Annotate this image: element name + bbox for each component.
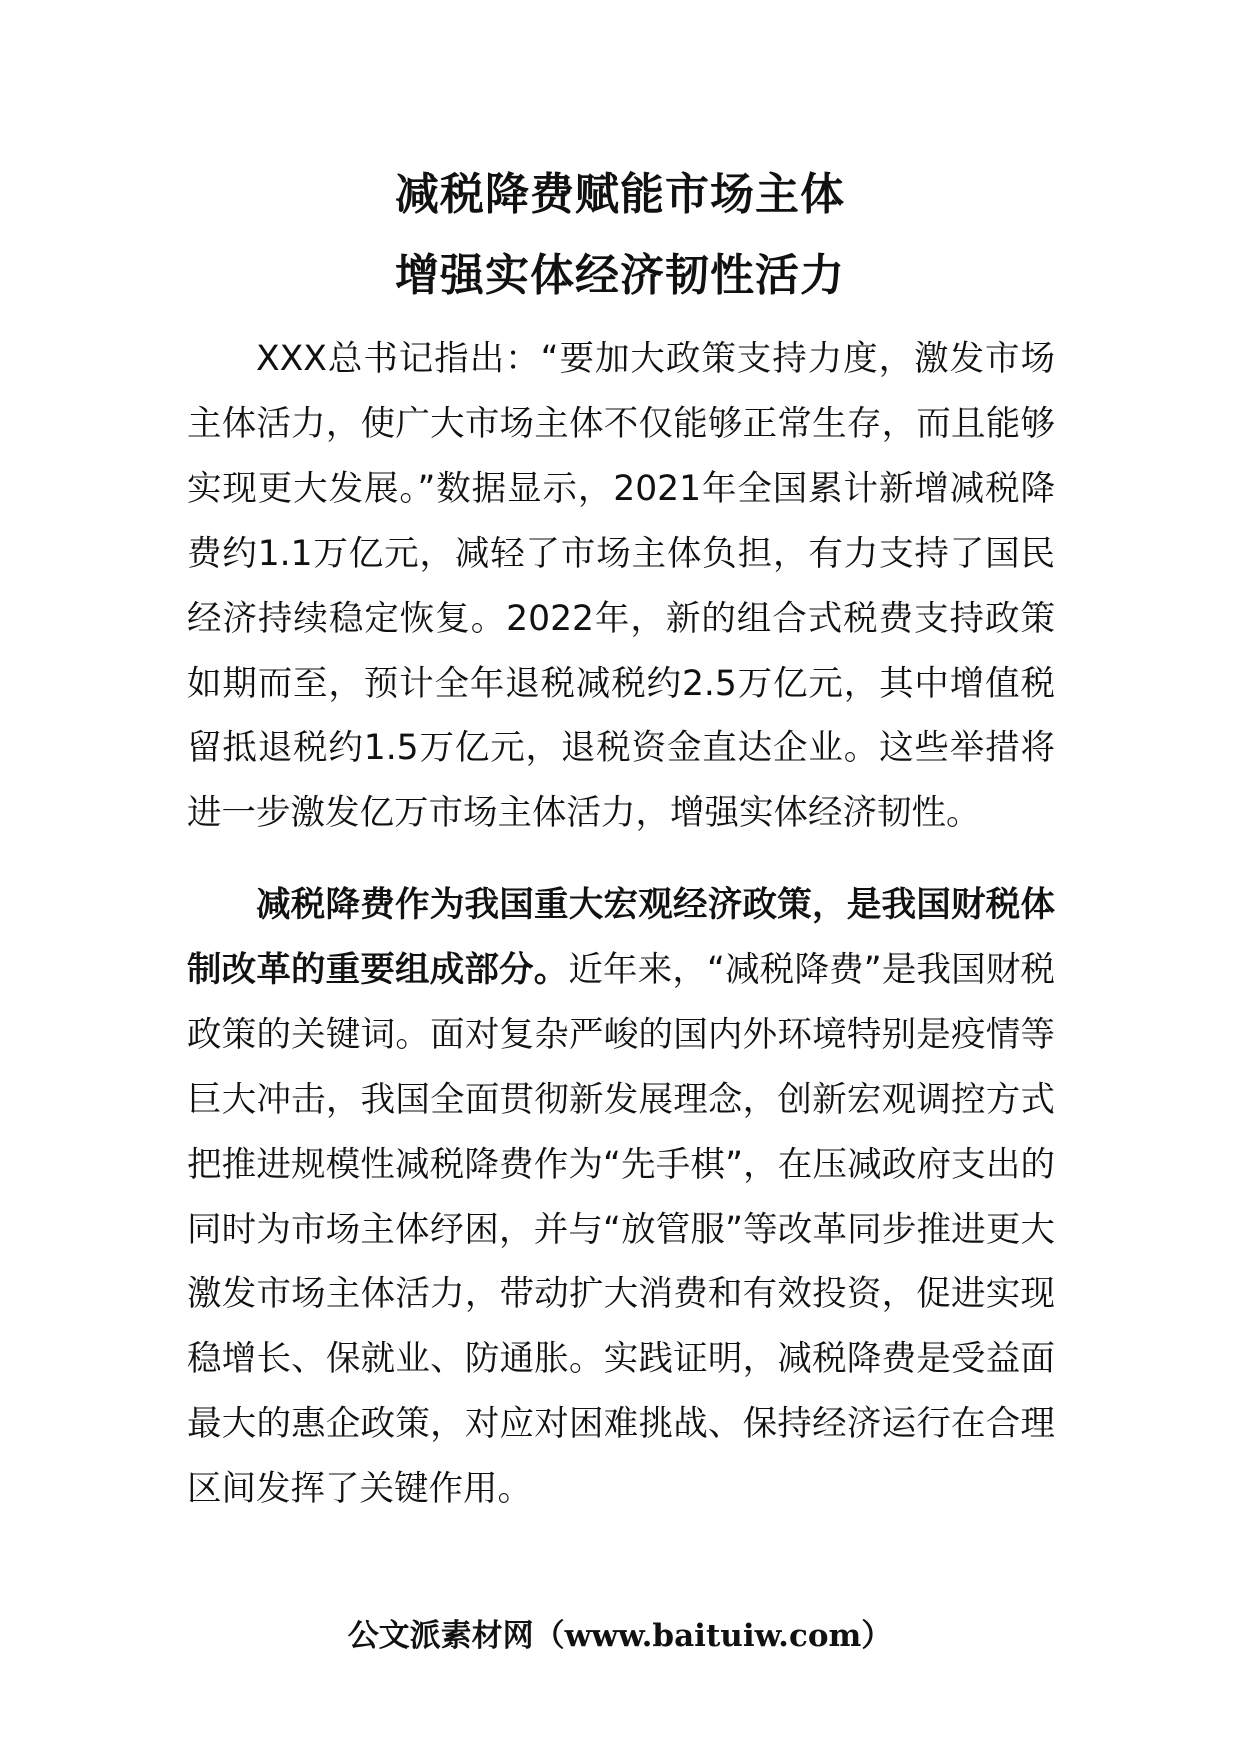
paragraph-2 bbox=[187, 873, 1055, 1522]
source-footer: 公文派素材网（www.baituiw.com） bbox=[347, 1618, 893, 1654]
document-title-line-2: 增强实体经济韧性活力 bbox=[395, 250, 845, 301]
paragraph-2-lead: 减税降费作为我国重大宏观经济政策，是我国财税体制改革的重要组成部分。 bbox=[187, 885, 1055, 990]
document-title-line-1: 减税降费赋能市场主体 bbox=[395, 169, 845, 220]
paragraph-2-rest: 近年来，“减税降费”是我国财税政策的关键词。面对复杂严峻的国内外环境特别是疫情等巨大冲击，我国全面贯彻新发展理念，创新宏观调控方式把推进规模性减税降费作为“先手棋”，在压减政府支出的同时为市场主体纾困，并与“放管服”等改革同步推进更大激发市场主体活力，带动扩大消费和有效投资，促进实现稳增长、保就业、防通胀。实践证明，减税降费是受益面最大的惠企政策，对应对困难挑战、保持经济运行在合理区间发挥了关键作用。 bbox=[187, 949, 1055, 1510]
paragraph-1: XXX总书记指出：“要加大政策支持力度，激发市场主体活力，使广大市场主体不仅能够正常生存，而且能够实现更大发展。”数据显示，2021年全国累计新增减税降费约1.1万亿元，减轻了市场主体负担，有力支持了国民经济持续稳定恢复。2022年，新的组合式税费支持政策如期而至，预计全年退税减税约2.5万亿元，其中增值税留抵退税约1.5万亿元，退税资金直达企业。这些举措将进一步激发亿万市场主体活力，增强实体经济韧性。 bbox=[187, 339, 1055, 834]
